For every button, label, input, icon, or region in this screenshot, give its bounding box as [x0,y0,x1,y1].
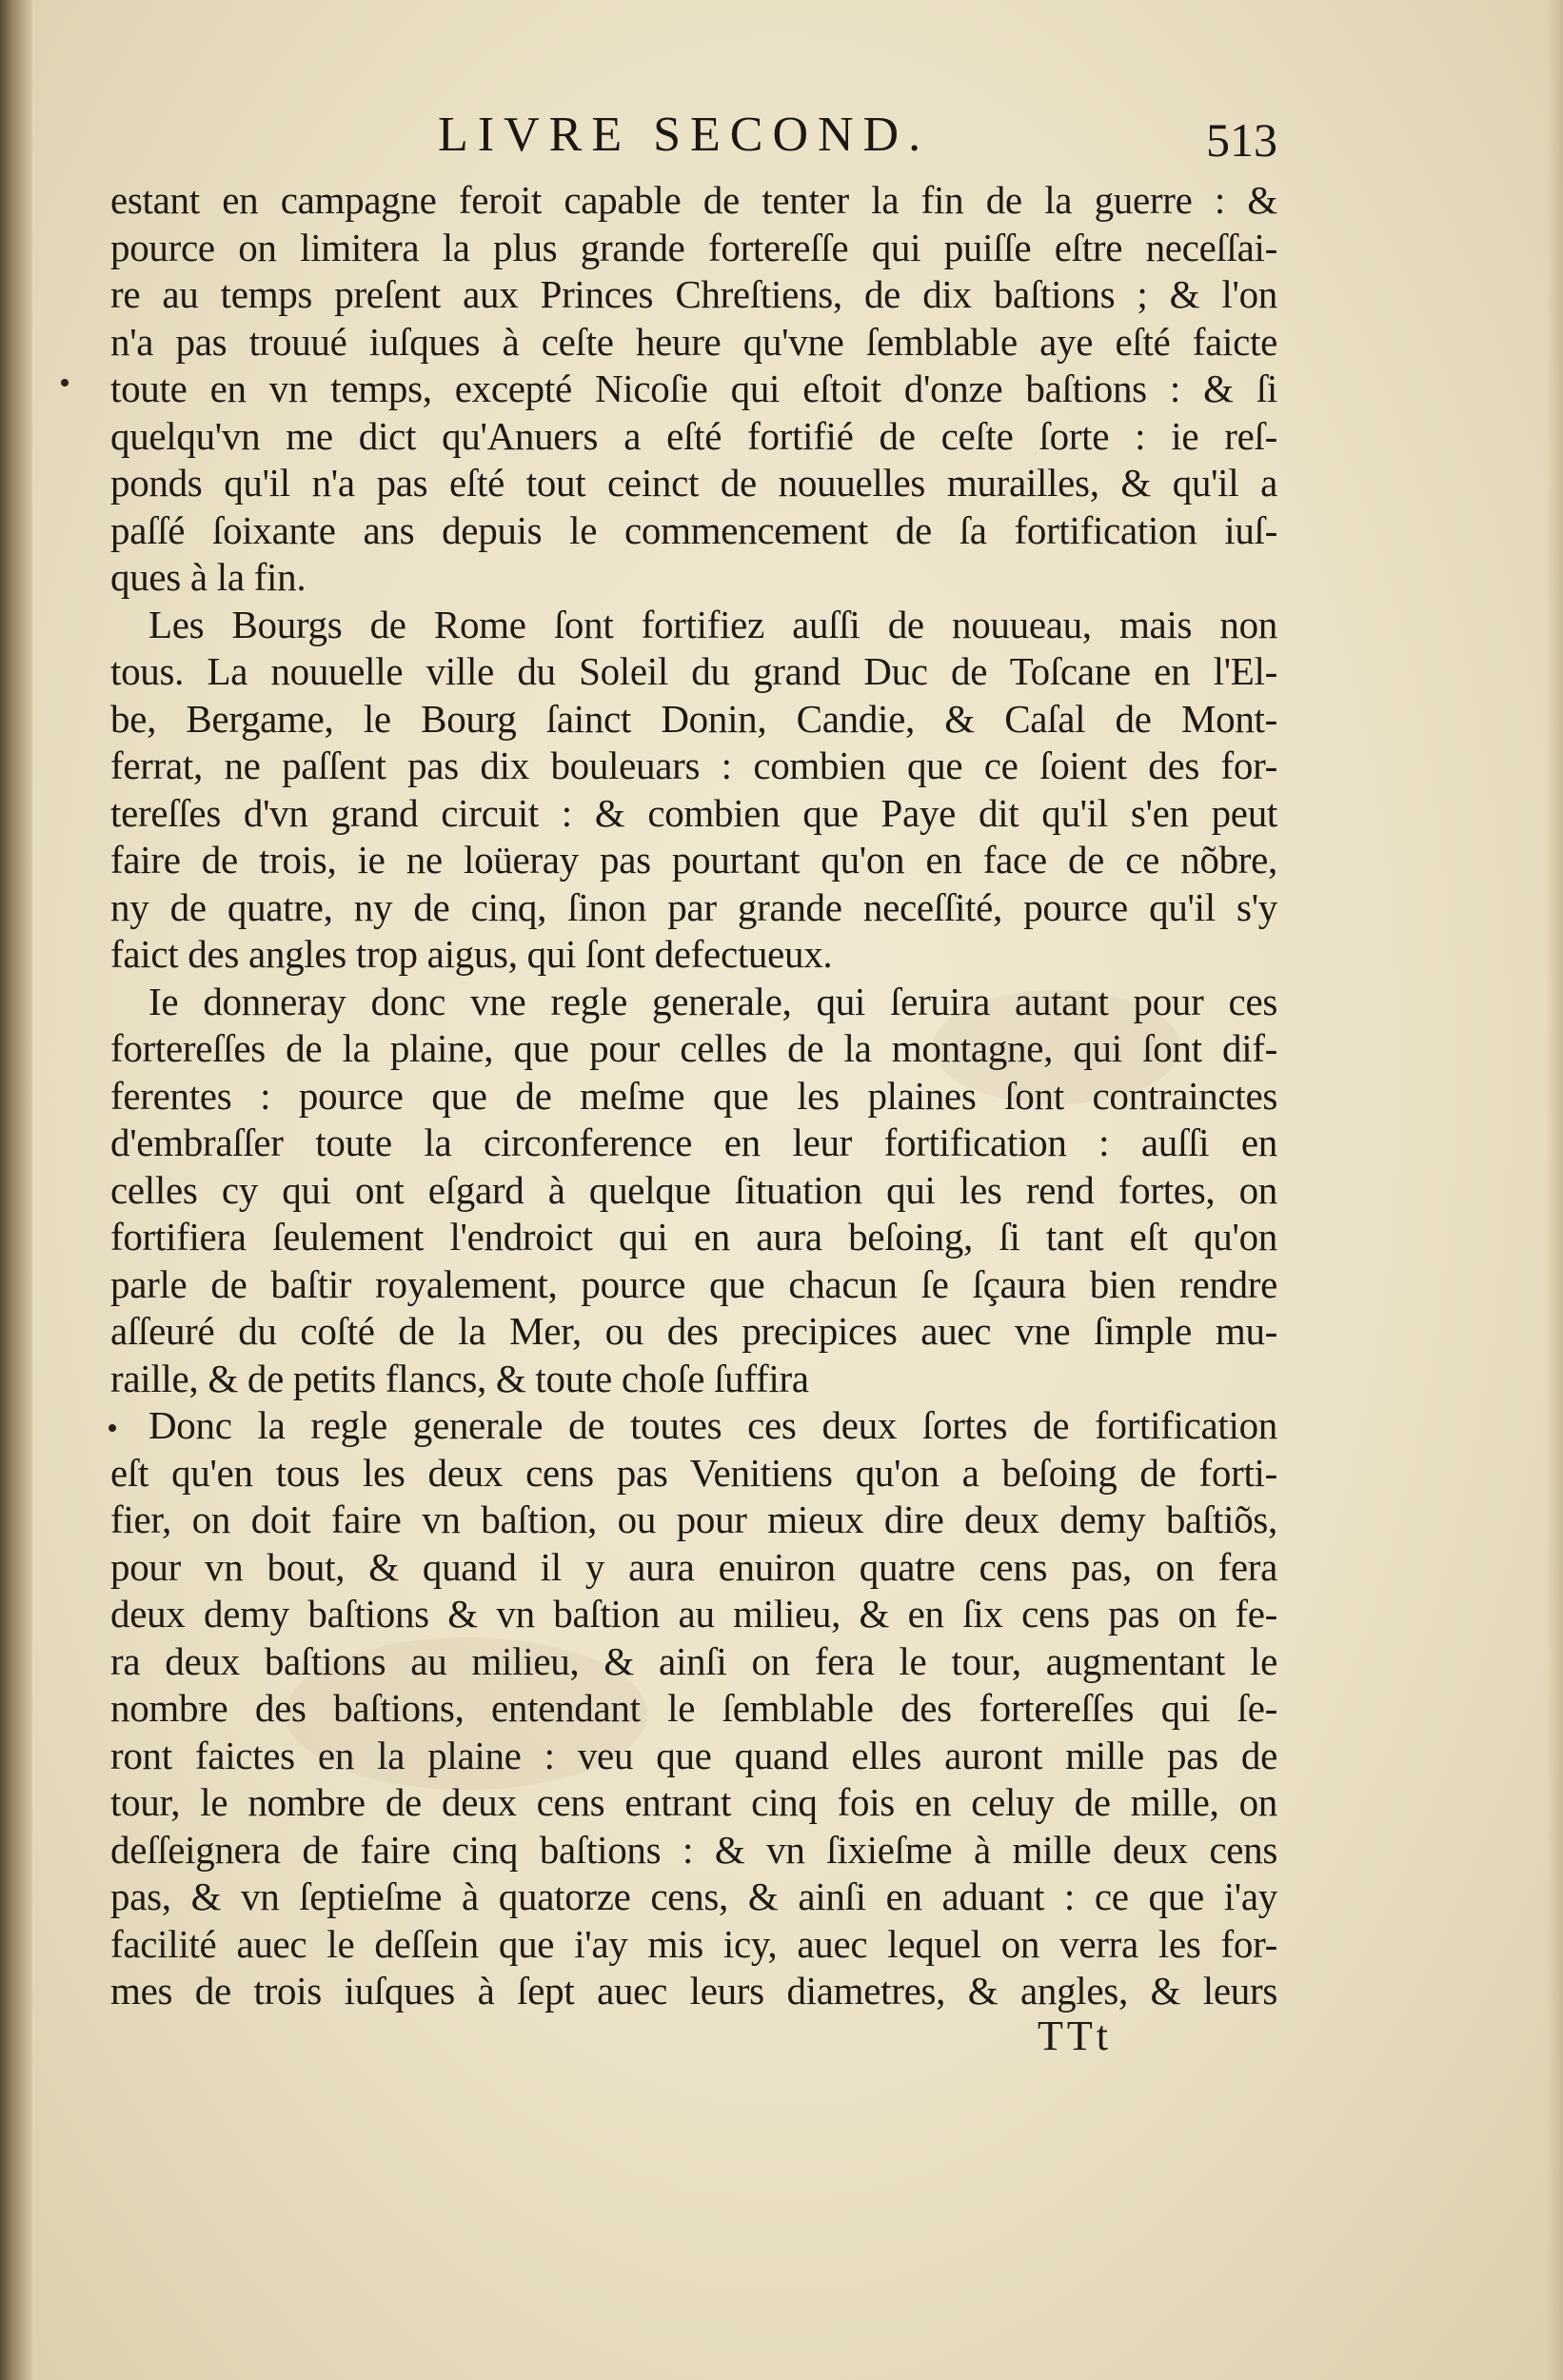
text-line: ront faictes en la plaine : veu que quand elles auront mille pas de [110,1733,1277,1777]
text-line: d'embraſſer toute la circonference en leur fortification : auſſi en [110,1121,1277,1164]
running-head: LIVRE SECOND. [438,108,931,162]
text-line: faict des angles trop aigus, qui ſont defectueux. [110,932,833,976]
text-line: parle de baſtir royalement, pource que chacun ſe ſçaura bien rendre [110,1261,1277,1306]
text-line: ferentes : pource que de meſme que les plaines ſont contrainctes [110,1073,1277,1118]
text-line: pour vn bout, & quand il y aura enuiron quatre cens pas, on fera [110,1544,1277,1589]
text-line: pas, & vn ſeptieſme à quatorze cens, & ainſi en aduant : ce que i'ay [110,1874,1277,1918]
text-line: aſſeuré du coſté de la Mer, ou des precipices auec vne ſimple mu- [110,1309,1277,1353]
text-line: ferrat, ne paſſent pas dix bouleuars : combien que ce ſoient des for- [110,744,1277,787]
paragraph-start-line: Ie donneray donc vne regle generale, qui ſeruira autant pour ces [148,979,1277,1023]
paragraph-start-line: Les Bourgs de Rome ſont fortifiez auſſi de nouueau, mais non [148,602,1277,646]
text-line: faire de trois, ie ne loüeray pas pourtant qu'on en face de ce nõbre, [110,838,1277,882]
margin-mark [61,379,69,387]
page-edge [1546,0,1563,2380]
text-line: facilité auec le deſſein que i'ay mis icy, auec lequel on verra les for- [110,1921,1277,1966]
text-line: tour, le nombre de deux cens entrant cinq fois en celuy de mille, on [110,1780,1277,1824]
text-line: be, Bergame, le Bourg ſainct Donin, Candie, & Caſal de Mont- [110,696,1277,741]
signature-mark: TTt [1038,2013,1112,2059]
text-line: pource on limitera la plus grande fortereſſe qui puiſſe eſtre neceſſai- [110,225,1277,269]
text-line: nombre des baſtions, entendant le ſemblable des fortereſſes qui ſe- [110,1686,1277,1730]
text-line: raille, & de petits flancs, & toute choſe ſuffira [110,1356,809,1400]
text-line: deux demy baſtions & vn baſtion au milieu, & en ſix cens pas on fe- [110,1592,1277,1636]
book-gutter [0,0,32,2380]
text-line: fortifiera ſeulement l'endroict qui en aura beſoing, ſi tant eſt qu'on [110,1215,1277,1259]
text-line: n'a pas trouué iuſques à ceſte heure qu'vne ſemblable aye eſté faicte [110,319,1277,364]
text-line: mes de trois iuſques à ſept auec leurs diametres, & angles, & leurs [110,1969,1277,2013]
text-line: ques à la fin. [110,555,307,599]
text-line: re au temps preſent aux Princes Chreſtiens, de dix baſtions ; & l'on [110,272,1277,316]
text-line: ra deux baſtions au milieu, & ainſi on fera le tour, augmentant le [110,1638,1277,1683]
text-line: toute en vn temps, excepté Nicoſie qui eſtoit d'onze baſtions : & ſi [110,367,1277,410]
text-line: tous. La nouuelle ville du Soleil du grand Duc de Toſcane en l'El- [110,649,1277,693]
text-line: paſſé ſoixante ans depuis le commencement de ſa fortification iuſ- [110,507,1277,552]
text-line: deſſeignera de faire cinq baſtions : & vn ſixieſme à mille deux cens [110,1827,1277,1872]
page-number: 513 [1206,113,1277,167]
text-line: celles cy qui ont eſgard à quelque ſituation qui les rend fortes, on [110,1167,1277,1212]
text-line: fier, on doit faire vn baſtion, ou pour mieux dire deux demy baſtiõs, [110,1497,1277,1541]
text-line: fortereſſes de la plaine, que pour celles de la montagne, qui ſont dif- [110,1026,1277,1070]
text-line: estant en campagne feroit capable de tenter la fin de la guerre : & [110,178,1277,222]
paragraph-start-line: Donc la regle generale de toutes ces deux ſortes de fortification [148,1403,1277,1447]
text-line: quelqu'vn me dict qu'Anuers a eſté fortifié de ceſte ſorte : ie reſ- [110,413,1277,458]
text-line: ponds qu'il n'a pas eſté tout ceinct de nouuelles murailles, & qu'il a [110,461,1277,505]
body-text [110,177,1277,2015]
text-line: eſt qu'en tous les deux cens pas Venitiens qu'on a beſoing de forti- [110,1450,1277,1495]
page-header [114,107,1277,173]
text-line: tereſſes d'vn grand circuit : & combien que Paye dit qu'il s'en peut [110,790,1277,835]
text-line: ny de quatre, ny de cinq, ſinon par grande neceſſité, pource qu'il s'y [110,884,1277,929]
